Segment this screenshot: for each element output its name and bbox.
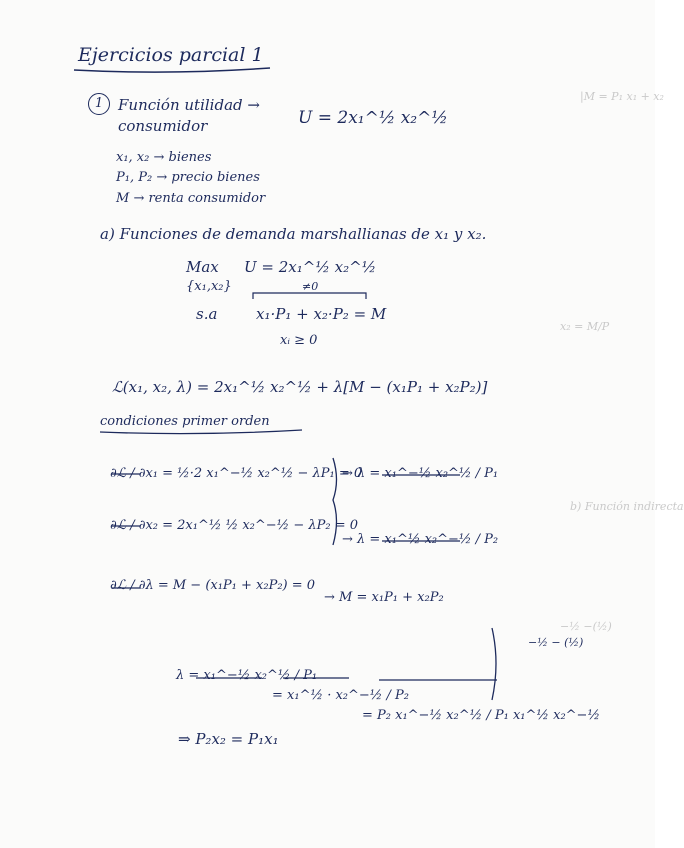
utility-formula: U = 2x₁^½ x₂^½ [298, 108, 448, 128]
foc3-rhs: → M = x₁P₁ + x₂P₂ [324, 590, 444, 605]
max-objective: U = 2x₁^½ x₂^½ [244, 258, 377, 276]
foc-heading-underline [100, 430, 302, 434]
foc1-lhs: ∂ℒ / ∂x₁ = ½·2 x₁^−½ x₂^½ − λP₁ = 0 [110, 466, 363, 481]
constraint-label: s.a [196, 305, 218, 323]
max-label: Max [186, 258, 219, 276]
nonneg-constraint: xᵢ ≥ 0 [280, 333, 318, 348]
constraint-brace [253, 293, 366, 299]
legend-goods: x₁, x₂ → bienes [116, 150, 212, 165]
utility-label-line1: Función utilidad → [118, 96, 260, 114]
legend-income: M → renta consumidor [116, 191, 266, 206]
lagrangian: ℒ(x₁, x₂, λ) = 2x₁^½ x₂^½ + λ[M − (x₁P₁ + x₂P₂)] [112, 378, 488, 396]
lambda-eq-3: = P₂ x₁^−½ x₂^½ / P₁ x₁^½ x₂^−½ [362, 708, 601, 723]
foc2-lhs: ∂ℒ / ∂x₂ = 2x₁^½ ½ x₂^−½ − λP₂ = 0 [110, 518, 359, 533]
margin-note: −½ − (½) [528, 636, 584, 649]
max-vars: {x₁,x₂} [186, 279, 232, 294]
constraint: x₁·P₁ + x₂·P₂ = M [256, 305, 387, 323]
legend-prices: P₁, P₂ → precio bienes [116, 170, 260, 185]
utility-label-line2: consumidor [118, 117, 208, 135]
title-underline [74, 68, 270, 72]
foc1-rhs: → λ = x₁^−½ x₂^½ / P₁ [342, 466, 499, 481]
result: ⇒ P₂x₂ = P₁x₁ [178, 730, 279, 748]
notebook-page: |M = P₁ x₁ + x₂ x₂ = M/P b) Función indirecta −½ −(½) Ejercicios parcial 1 1 Función utilidad → consumidor U = 2x₁^½ x₂^½ x₁, x₂ → bienes P₁, P₂ → precio bienes M → renta consumidor a) Funciones de demanda marshallianas de x₁ y x₂. Max {x₁,x₂} U = 2x₁^½ x₂^½ ≠0 s.a x₁·P₁ + x₂·P₂ = M xᵢ ≥ 0 ℒ(x₁, x₂, λ) = 2x₁^½ x₂^½ + λ[M − (x₁P₁ + x₂P₂)] condiciones primer orden ∂ℒ / ∂x₁ = ½·2 x₁^−½ x₂^½ − λP₁ = 0 → λ = x₁^−½ x₂^½ / P₁ ∂ℒ / ∂x₂ = 2x₁^½ ½ x₂^−½ − λP₂ = 0 → λ = x₁^½ x₂^−½ / P₂ ∂ℒ / ∂λ = M − (x₁P₁ + x₂P₂) = 0 → M = x₁P₁ + x₂P₂ λ = x₁^−½ x₂^½ / P₁ = x₁^½ · x₂^−½ / P₂ = P₂ x₁^−½ x₂^½ / P₁ x₁^½ x₂^−½ −½ − (½) ⇒ P₂x₂ = P₁x₁ [0, 0, 655, 848]
exercise-number: 1 [88, 93, 110, 115]
foc2-rhs: → λ = x₁^½ x₂^−½ / P₂ [342, 532, 499, 547]
lambda-eq-2: = x₁^½ · x₂^−½ / P₂ [272, 688, 409, 703]
constraint-note: ≠0 [302, 280, 319, 293]
part-a-heading: a) Funciones de demanda marshallianas de x₁ y x₂. [100, 225, 487, 243]
foc-heading: condiciones primer orden [100, 414, 270, 429]
lambda-eq-1: λ = x₁^−½ x₂^½ / P₁ [176, 668, 318, 683]
page-title: Ejercicios parcial 1 [78, 44, 264, 66]
foc3-lhs: ∂ℒ / ∂λ = M − (x₁P₁ + x₂P₂) = 0 [110, 578, 316, 593]
lambda-bracket [492, 628, 496, 700]
